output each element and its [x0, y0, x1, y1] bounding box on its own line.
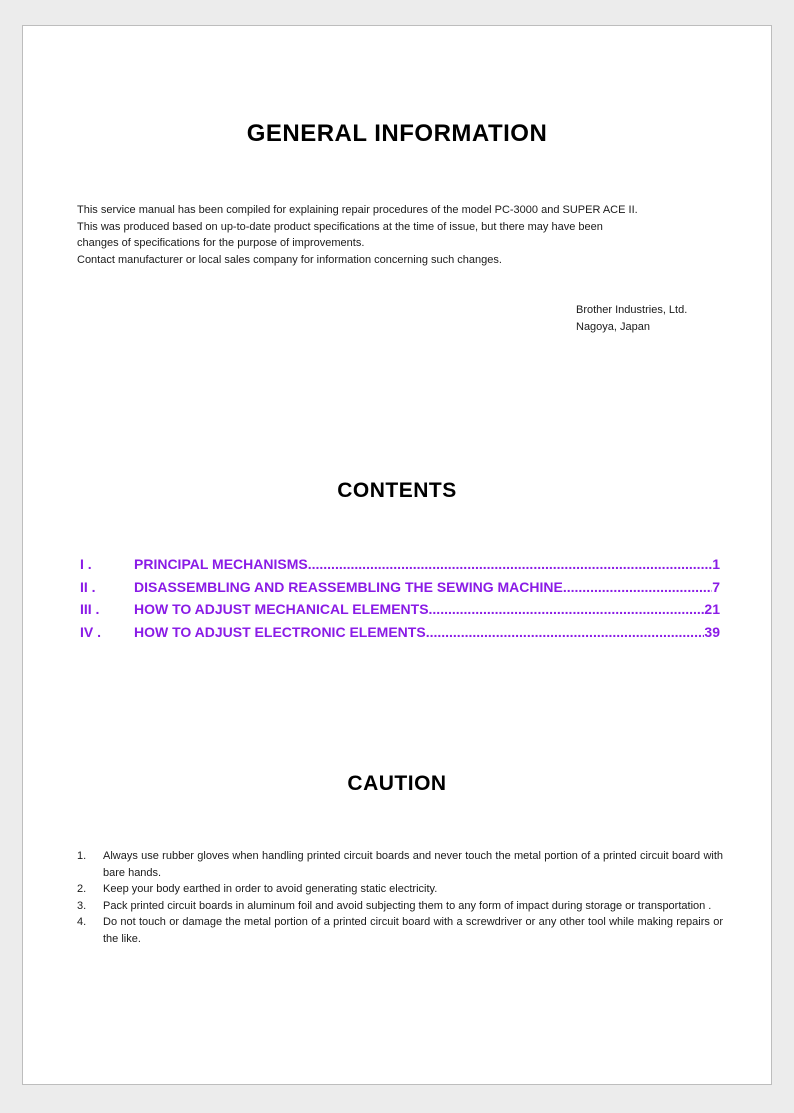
caution-item	[77, 914, 723, 947]
company-location: Nagoya, Japan	[576, 321, 650, 333]
caution-item-text: Pack printed circuit boards in aluminum foil and avoid subjecting them to any form of impact during storage or transportation .	[103, 899, 712, 912]
toc-leader-dots	[429, 601, 705, 617]
caution-item	[77, 848, 723, 881]
toc-entry-mechanical-elements[interactable]	[80, 601, 720, 624]
toc-entry-number: IV .	[80, 623, 102, 640]
toc-entry-page[interactable]: 39	[704, 623, 720, 640]
toc-entry-electronic-elements[interactable]	[80, 624, 720, 647]
intro-line: This was produced based on up-to-date product specifications at the time of issue, but there may have been	[77, 220, 603, 233]
toc-entry-principal-mechanisms[interactable]	[80, 556, 720, 579]
intro-line: changes of specifications for the purpose of improvements.	[77, 237, 365, 249]
caution-item-text: Always use rubber gloves when handling printed circuit boards and never touch the metal portion of a printed circuit board with bare hands.	[103, 850, 723, 879]
intro-line: Contact manufacturer or local sales company for information concerning such changes.	[77, 253, 502, 266]
toc-entry-title[interactable]: HOW TO ADJUST MECHANICAL ELEMENTS	[134, 601, 429, 617]
company-name: Brother Industries, Ltd.	[576, 304, 688, 316]
document-page	[22, 25, 772, 1085]
general-information-heading: GENERAL INFORMATION	[246, 120, 548, 147]
toc-leader-dots	[308, 556, 712, 572]
toc-entry-title[interactable]: HOW TO ADJUST ELECTRONIC ELEMENTS	[134, 623, 426, 640]
toc-entry-page[interactable]: 7	[712, 578, 720, 595]
toc-entry-title[interactable]: PRINCIPAL MECHANISMS	[134, 556, 308, 572]
toc-entry-page[interactable]: 21	[704, 601, 720, 617]
toc-leader-dots	[426, 624, 705, 640]
caution-item-number: 3.	[77, 899, 87, 912]
caution-list	[77, 848, 723, 947]
caution-item	[77, 881, 723, 898]
caution-item-text: Keep your body earthed in order to avoid generating static electricity.	[103, 883, 438, 895]
toc-entry-number: III .	[80, 601, 100, 617]
toc-leader-dots	[563, 579, 712, 595]
table-of-contents	[80, 556, 720, 646]
toc-entry-title[interactable]: DISASSEMBLING AND REASSEMBLING THE SEWING MACHINE	[134, 578, 563, 595]
caution-heading: CAUTION	[347, 772, 447, 795]
caution-item-number: 4.	[77, 916, 87, 928]
toc-entry-number: I .	[80, 556, 92, 572]
toc-entry-number: II .	[80, 578, 96, 595]
contents-heading: CONTENTS	[337, 479, 457, 502]
company-signature	[576, 302, 687, 336]
toc-entry-page[interactable]: 1	[712, 556, 720, 572]
caution-item-number: 1.	[77, 850, 87, 862]
caution-item	[77, 898, 723, 915]
caution-item-number: 2.	[77, 883, 87, 895]
intro-paragraph	[77, 202, 737, 268]
intro-line: This service manual has been compiled for explaining repair procedures of the model PC-3000 and SUPER ACE II.	[77, 204, 638, 216]
caution-item-text: Do not touch or damage the metal portion of a printed circuit board with a screwdriver or any other tool while making repairs or the like.	[103, 916, 723, 945]
toc-entry-disassembling[interactable]	[80, 579, 720, 602]
